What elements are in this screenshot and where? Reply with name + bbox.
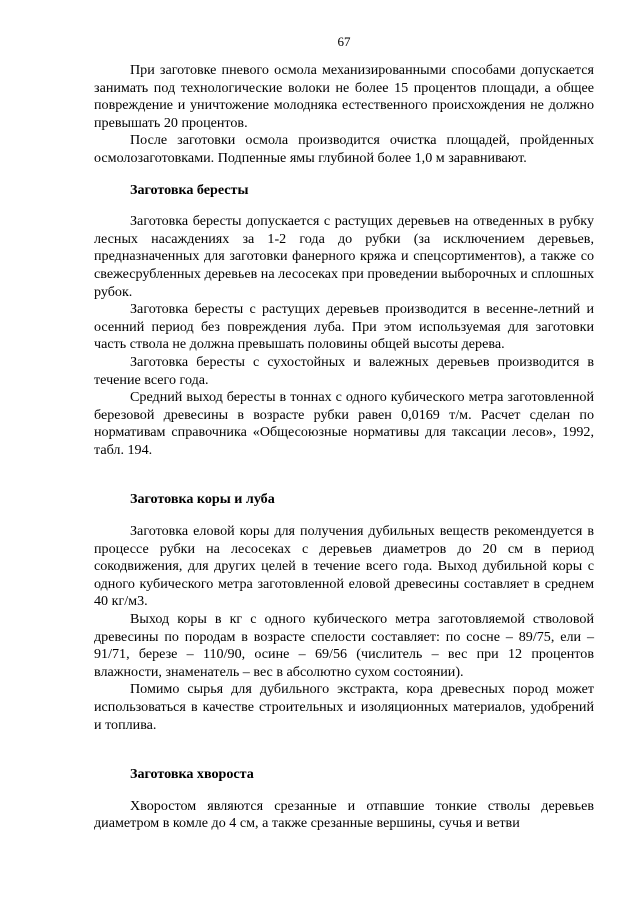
heading-brushwood: Заготовка хвороста: [130, 766, 254, 783]
paragraph-bark-bast-3: Помимо сырья для дубильного экстракта, кора древесных пород может использоваться в качестве строительных и изоляционных материалов, удобрений и топлива.: [94, 681, 594, 733]
document-page: [94, 34, 594, 833]
page-number: 67: [337, 34, 351, 49]
paragraph-bark-bast-2: Выход коры в кг с одного кубического метра заготовляемой стволовой древесины по породам в возрасте спелости составляет: по сосне – 89/75, ели – 91/71, березе – 110/90, осине – 69/56 (числитель – вес при 12 процентов влажности, знаменатель – вес в абсолютно сухом состоянии).: [94, 611, 594, 680]
paragraph-birch-bark-2: Заготовка бересты с растущих деревьев производится в весенне-летний и осенний период без повреждения луба. При этом используемая для заготовки часть ствола не должна превышать половины общей высоты дерева.: [94, 301, 594, 353]
paragraph-birch-bark-3: Заготовка бересты с сухостойных и валежных деревьев производится в течение всего года.: [94, 353, 594, 388]
section-gap: [94, 459, 594, 491]
heading-gap: [94, 199, 594, 213]
paragraph-birch-bark-4: Средний выход бересты в тоннах с одного кубического метра заготовленной березовой древесины в возрасте рубки равен 0,0169 т/м. Расчет сделан по нормативам справочника «Общесоюзные нормативы для таксации лесов», 1992, табл. 194.: [94, 389, 594, 458]
heading-gap: [94, 784, 594, 798]
heading-bark-bast: Заготовка коры и луба: [130, 491, 275, 508]
paragraph-bark-bast-1: Заготовка еловой коры для получения дубильных веществ рекомендуется в процессе рубки на лесосеках с деревьев диаметров до 20 см в период сокодвижения, для других целей в течение всего года. Выход дубильной коры с одного кубического метра заготовленной еловой древесины составляет в среднем 40 кг/м3.: [94, 523, 594, 610]
heading-birch-bark: Заготовка бересты: [130, 181, 249, 198]
heading-gap: [94, 509, 594, 523]
section-gap: [94, 168, 594, 182]
paragraph-resin-collection: При заготовке пневого осмола механизированными способами допускается занимать под технологические волоки не более 15 процентов площади, а общее повреждение и уничтожение молодняка естественного происхождения не должно превышать 20 процентов.: [94, 62, 594, 131]
paragraph-brushwood-1: Хворостом являются срезанные и отпавшие тонкие стволы деревьев диаметром в комле до 4 см, а также срезанные вершины, сучья и ветви: [94, 797, 594, 832]
paragraph-resin-cleanup: После заготовки осмола производится очистка площадей, пройденных осмолозаготовками. Подпенные ямы глубиной более 1,0 м заравнивают.: [94, 132, 594, 166]
section-gap: [94, 734, 594, 766]
paragraph-birch-bark-1: Заготовка бересты допускается с растущих деревьев на отведенных в рубку лесных насаждениях за 1-2 года до рубки (за исключением деревьев, предназначенных для заготовки фанерного кряжа и спецсортиментов), а также со свежесрубленных деревьев на лесосеках при проведении выборочных и сплошных рубок.: [94, 213, 594, 300]
